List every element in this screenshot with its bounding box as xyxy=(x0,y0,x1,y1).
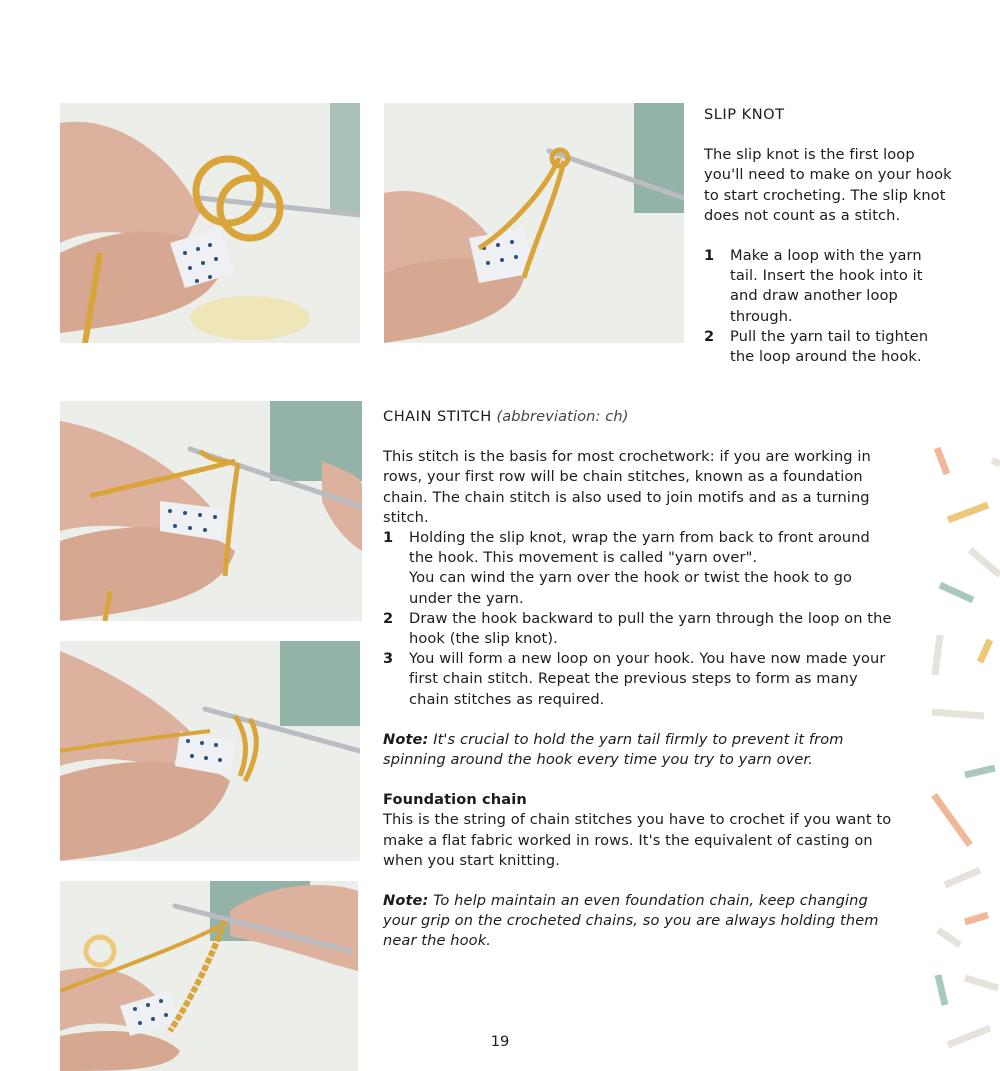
chain-stitch-steps xyxy=(383,528,895,710)
foundation-chain-text: This is the string of chain stitches you have to crochet if you want to make a flat fabric worked in rows. It's the equivalent of casting on when you start knitting. xyxy=(383,811,892,869)
step-text: Pull the yarn tail to tighten the loop around the hook. xyxy=(730,327,929,366)
step-text: You will form a new loop on your hook. You have now made your first chain stitch. Repeat the previous steps to form as many chain stitches as required. xyxy=(409,650,886,708)
step-number: 3 xyxy=(383,650,394,668)
note-foundation-grip xyxy=(383,891,895,952)
step-number: 1 xyxy=(704,247,715,265)
slip-knot-intro: The slip knot is the first loop you'll need to make on your hook to start crocheting. The slip knot does not count as a stitch. xyxy=(704,146,952,224)
list-item xyxy=(704,327,952,367)
page-number: 19 xyxy=(490,1033,510,1050)
step-text: Draw the hook backward to pull the yarn through the loop on the hook (the slip knot). xyxy=(409,609,892,648)
foundation-chain-heading: Foundation chain xyxy=(383,791,527,809)
photo-slip-knot-step-1 xyxy=(60,103,360,343)
list-item xyxy=(704,246,952,327)
slip-knot-steps xyxy=(704,246,952,367)
step-number: 1 xyxy=(383,529,394,547)
slip-knot-heading: SLIP KNOT xyxy=(704,106,785,123)
photo-chain-stitch-step-1 xyxy=(60,401,362,621)
step-number: 2 xyxy=(383,609,394,627)
list-item xyxy=(383,609,895,649)
step-extra-text: You can wind the yarn over the hook or twist the hook to go under the yarn. xyxy=(409,569,852,607)
note-label: Note: xyxy=(383,892,429,910)
note-text: To help maintain an even foundation chain, keep changing your grip on the crocheted chains, so you are always holding them near the hook. xyxy=(383,892,879,950)
chain-stitch-section xyxy=(383,407,895,952)
step-text: Make a loop with the yarn tail. Insert the hook into it and draw another loop through. xyxy=(730,247,923,325)
chain-stitch-abbreviation: (abbreviation: ch) xyxy=(496,408,629,425)
photo-slip-knot-step-2 xyxy=(384,103,684,343)
chain-stitch-title-line xyxy=(383,407,895,427)
confetti-decoration xyxy=(920,430,1000,1071)
note-text: It's crucial to hold the yarn tail firmly to prevent it from spinning around the hook every time you try to yarn over. xyxy=(383,730,844,769)
note-label: Note: xyxy=(383,730,429,748)
chain-stitch-heading: CHAIN STITCH xyxy=(383,408,492,425)
list-item xyxy=(383,528,895,609)
photo-foundation-chain xyxy=(60,881,358,1071)
step-text: Holding the slip knot, wrap the yarn from back to front around the hook. This movement is called "yarn over". xyxy=(409,529,870,567)
photo-chain-stitch-step-2 xyxy=(60,641,360,861)
chain-stitch-intro: This stitch is the basis for most crochetwork: if you are working in rows, your first row will be chain stitches, known as a foundation chain. The chain stitch is also used to join motifs and as a turning stitch. xyxy=(383,448,871,526)
step-number: 2 xyxy=(704,327,715,345)
note-yarn-tail xyxy=(383,730,895,770)
list-item xyxy=(383,649,895,710)
slip-knot-section xyxy=(704,105,952,367)
